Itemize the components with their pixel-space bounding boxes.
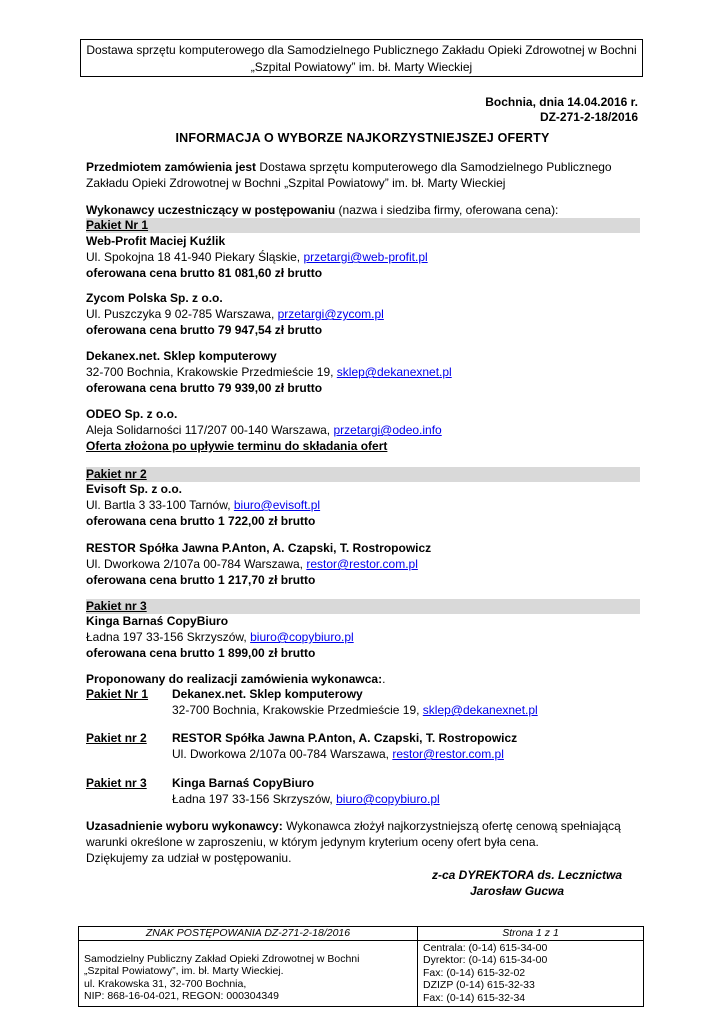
bidder-name: Kinga Barnaś CopyBiuro [86,614,229,628]
bidder-price: oferowana cena brutto 1 899,00 zł brutto [86,646,316,660]
subject-text: Dostawa sprzętu komputerowego dla Samodzielnego Publicznego Zakładu Opieki Zdrowotnej w Bochni „Szpital Powiatowy” im. bł. Marty Wieckiej [86,160,612,190]
bidder-address: Ładna 197 33-156 Skrzyszów, [86,630,251,644]
footer-organization [79,940,418,1007]
footer-table [78,926,644,1007]
footer-org-line: ul. Krakowska 31, 32-700 Bochnia, [84,977,247,990]
bidder-entry [86,613,354,661]
justification-label: Uzasadnienie wyboru wykonawcy: [86,819,283,833]
bidder-address: 32-700 Bochnia, Krakowskie Przedmieście 19, [86,365,337,379]
participants-note: (nazwa i siedziba firmy, oferowana cena): [335,203,559,217]
thanks-text: Dziękujemy za udział w postępowaniu. [86,851,292,865]
bidder-address: Aleja Solidarności 117/207 00-140 Warszawa, [86,423,334,437]
bidder-address: Ul. Spokojna 18 41-940 Piekary Śląskie, [86,250,304,264]
footer-procedure-sign: ZNAK POSTĘPOWANIA DZ-271-2-18/2016 [79,927,418,941]
bidder-address: Ul. Dworkowa 2/107a 00-784 Warszawa, [86,557,307,571]
bidder-price: oferowana cena brutto 79 939,00 zł brutto [86,381,323,395]
bidder-price: oferowana cena brutto 81 081,60 zł brutto [86,266,323,280]
proposed-email-link[interactable]: biuro@copybiuro.pl [336,792,440,806]
bidder-email-link[interactable]: sklep@dekanexnet.pl [336,365,452,379]
proposed-email-link[interactable]: restor@restor.com.pl [392,747,504,761]
proposed-address-line [172,746,517,762]
bidder-name: ODEO Sp. z o.o. [86,407,178,421]
bidder-address-line [86,556,431,572]
package-2-label: Pakiet nr 2 [86,467,147,481]
bidder-name: Zycom Polska Sp. z o.o. [86,291,223,305]
footer-contacts [418,940,644,1007]
proposed-address: 32-700 Bochnia, Krakowskie Przedmieście 19, [172,703,423,717]
footer-contact-line: Fax: (0-14) 615-32-34 [423,991,526,1004]
bidder-name: Dekanex.net. Sklep komputerowy [86,349,277,363]
bidder-email-link[interactable]: biuro@evisoft.pl [233,498,321,512]
proposed-address: Ul. Dworkowa 2/107a 00-784 Warszawa, [172,747,393,761]
participants-heading [86,202,558,218]
bidder-email-link[interactable]: przetargi@zycom.pl [277,307,384,321]
footer-page-number: Strona 1 z 1 [418,927,644,941]
bidder-email-link[interactable]: przetargi@web-profit.pl [303,250,428,264]
participants-label: Wykonawcy uczestniczący w postępowaniu [86,203,336,217]
late-offer-note: Oferta złożona po upływie terminu do składania ofert [86,439,388,453]
proposed-name: RESTOR Spółka Jawna P.Anton, A. Czapski, T. Rostropowicz [172,731,518,745]
bidder-address: Ul. Puszczyka 9 02-785 Warszawa, [86,307,278,321]
proposed-name: Dekanex.net. Sklep komputerowy [172,687,363,701]
bidder-price: oferowana cena brutto 1 722,00 zł brutto [86,514,316,528]
justification-paragraph [86,818,642,866]
bidder-address-line [86,364,452,380]
bidder-entry [86,406,442,454]
bidder-price: oferowana cena brutto 1 217,70 zł brutto [86,573,316,587]
bidder-address-line [86,629,354,645]
package-3-label: Pakiet nr 3 [86,599,147,613]
bidder-address-line [86,306,384,322]
proposed-entry [172,730,517,762]
footer-org-line: NIP: 868-16-04-021, REGON: 000304349 [84,990,279,1002]
bidder-entry [86,348,452,396]
reference-number: DZ-271-2-18/2016 [539,110,638,124]
package-1-label: Pakiet Nr 1 [86,218,149,232]
bidder-price: oferowana cena brutto 79 947,54 zł brutto [86,323,323,337]
proposed-entry [172,686,538,718]
package-3-band [86,599,640,614]
bidder-entry [86,233,428,281]
proposed-suffix: . [382,672,386,686]
bidder-name: Evisoft Sp. z o.o. [86,482,183,496]
header-line-2: „Szpital Powiatowy” im. bł. Marty Wieckiej [250,60,473,74]
place-date: Bochnia, dnia 14.04.2016 r. [485,95,638,109]
bidder-entry [86,481,320,529]
proposed-package-label: Pakiet Nr 1 [86,687,149,701]
footer-contact-line: Fax: (0-14) 615-32-02 [423,966,526,979]
package-1-band [86,218,640,233]
bidder-entry [86,290,384,338]
footer-contact-line: Centrala: (0-14) 615-34-00 [423,941,548,954]
package-2-band [86,467,640,482]
subject-label: Przedmiotem zamówienia jest [86,160,257,174]
bidder-name: Web-Profit Maciej Kuźlik [86,234,226,248]
proposed-name: Kinga Barnaś CopyBiuro [172,776,315,790]
bidder-address-line [86,249,428,265]
document-header [80,39,643,77]
bidder-address: Ul. Bartla 3 33-100 Tarnów, [86,498,234,512]
proposed-address-line [172,702,538,718]
proposed-package-label: Pakiet nr 2 [86,731,147,745]
proposed-label: Proponowany do realizacji zamówienia wykonawca: [86,672,383,686]
signature-role: z-ca DYREKTORA ds. Lecznictwa [432,868,623,882]
bidder-email-link[interactable]: restor@restor.com.pl [306,557,418,571]
signature-name: Jarosław Gucwa [470,884,565,898]
footer-org-line: Samodzielny Publiczny Zakład Opieki Zdrowotnej w Bochni [84,952,360,965]
bidder-entry [86,540,431,588]
footer-contact-line: DZIZP (0-14) 615-32-33 [423,979,535,991]
footer-org-line: „Szpital Powiatowy”, im. bł. Marty Wieckiej. [84,965,284,977]
bidder-email-link[interactable]: biuro@copybiuro.pl [250,630,354,644]
justification-text: Wykonawca złożył najkorzystniejszą ofertę cenową spełniającą warunki określone w zaproszeniu, w którym jedynym kryterium oceny ofert była cena. [86,819,621,849]
header-line-1: Dostawa sprzętu komputerowego dla Samodzielnego Publicznego Zakładu Opieki Zdrowotnej w Bochni [86,43,637,57]
footer-contact-line: Dyrektor: (0-14) 615-34-00 [423,954,548,966]
bidder-email-link[interactable]: przetargi@odeo.info [333,423,442,437]
proposed-address-line [172,791,440,807]
proposed-entry [172,775,440,807]
proposed-address: Ładna 197 33-156 Skrzyszów, [172,792,337,806]
bidder-address-line [86,497,320,513]
bidder-address-line [86,422,442,438]
bidder-name: RESTOR Spółka Jawna P.Anton, A. Czapski, T. Rostropowicz [86,541,432,555]
proposed-email-link[interactable]: sklep@dekanexnet.pl [422,703,538,717]
proposed-heading [86,671,385,687]
document-title: INFORMACJA O WYBORZE NAJKORZYSTNIEJSZEJ OFERTY [175,131,550,145]
subject-paragraph [86,159,642,191]
proposed-package-label: Pakiet nr 3 [86,776,147,790]
